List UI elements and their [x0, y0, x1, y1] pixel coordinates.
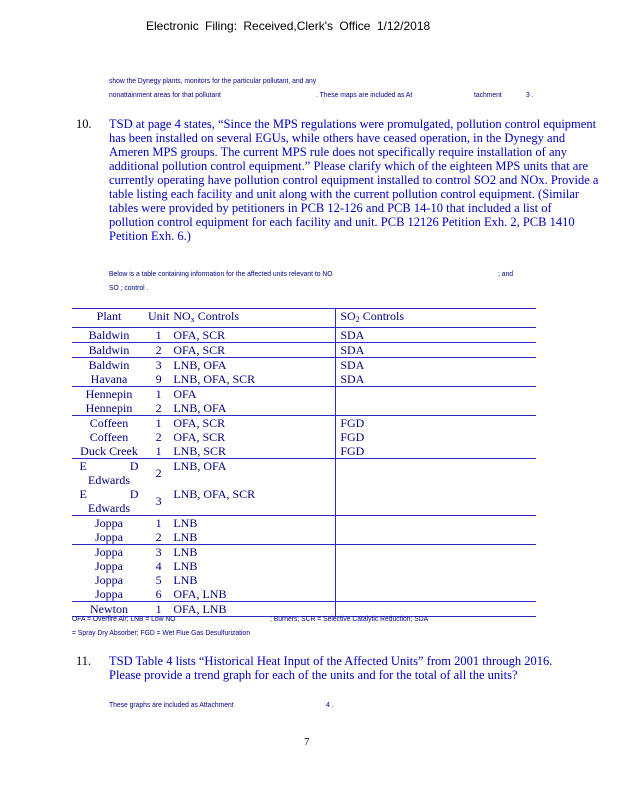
header-plant: Plant — [72, 309, 146, 328]
cell-nox: LNB — [171, 559, 336, 573]
cell-plant: Duck Creek — [72, 444, 146, 459]
cell-so2: SDA — [336, 343, 536, 358]
cell-plant: Newton — [72, 602, 146, 617]
cell-nox: OFA, LNB — [171, 587, 336, 602]
cell-plant: Havana — [72, 372, 146, 387]
table-row — [72, 559, 536, 573]
cell-so2 — [336, 459, 536, 488]
cell-nox: LNB, OFA — [171, 358, 336, 373]
cell-nox: LNB — [171, 530, 336, 545]
cell-plant: Baldwin — [72, 328, 146, 343]
answer-10-line1b: ; and — [498, 269, 514, 278]
cell-nox: LNB, OFA, SCR — [171, 372, 336, 387]
cell-nox: LNB, OFA — [171, 459, 336, 488]
cell-unit: 6 — [146, 587, 171, 602]
top-note-line2d: 3 . — [526, 90, 534, 99]
cell-plant: Baldwin — [88, 358, 130, 372]
cell-plant: Coffeen — [89, 430, 129, 444]
cell-so2 — [336, 487, 536, 516]
cell-unit: 1 — [155, 387, 162, 401]
cell-nox: LNB, OFA, SCR — [171, 487, 336, 516]
table-row — [72, 573, 536, 587]
cell-so2 — [336, 545, 536, 560]
cell-so2: SDA — [340, 358, 365, 372]
cell-plant: Coffeen — [89, 416, 129, 430]
top-note-line2: nonattainment areas for that pollutant — [109, 90, 221, 99]
cell-unit: 4 — [155, 559, 162, 573]
table-row — [72, 587, 536, 602]
table-row — [72, 401, 536, 416]
cell-plant: Joppa — [95, 545, 123, 559]
controls-table-body — [72, 309, 536, 617]
cell-unit: 2 — [155, 466, 162, 480]
cell-unit: 1 — [146, 328, 171, 343]
cell-plant: Baldwin — [72, 343, 146, 358]
header-so2-rest: Controls — [359, 309, 405, 323]
header-nox-sub: x — [190, 315, 195, 324]
cell-so2 — [336, 516, 536, 531]
table-row — [72, 545, 536, 560]
cell-plant: Hennepin — [72, 401, 146, 416]
cell-nox: LNB — [171, 573, 336, 587]
cell-unit: 2 — [155, 430, 162, 444]
question-11-number: 11. — [76, 654, 92, 668]
table-footnote1: OFA = Overfire Air; LNB = Low NO — [72, 614, 176, 623]
cell-so2: FGD — [340, 430, 365, 444]
filing-header: Electronic Filing: Received,Clerk's Office 1/12/2018 — [146, 19, 431, 33]
cell-plant: Hennepin — [85, 387, 133, 401]
page-number: 7 — [304, 736, 310, 748]
cell-unit: 5 — [155, 573, 162, 587]
cell-nox: OFA, LNB — [171, 602, 336, 617]
cell-nox: LNB, SCR — [171, 444, 336, 459]
top-note-line1: show the Dynegy plants, monitors for the particular pollutant, and any — [109, 76, 317, 85]
cell-unit: 1 — [146, 444, 171, 459]
cell-plant: Joppa — [72, 587, 146, 602]
table-header-row — [72, 309, 536, 328]
answer-10-line2: SO ; control . — [109, 283, 149, 292]
controls-table — [72, 308, 536, 617]
top-note-line2c: tachment — [474, 90, 502, 99]
table-row — [72, 372, 536, 387]
cell-plant: Joppa — [72, 530, 146, 545]
cell-nox: OFA, SCR — [171, 343, 336, 358]
cell-so2 — [336, 573, 536, 587]
question-10-text: TSD at page 4 states, “Since the MPS regulations were promulgated, pollution control equipment has been installed on several EGUs, while others have ceased operation, in the Dynegy and Ameren MPS groups. The current MPS rule does not specifically require installation of any additional pollution control equipment.” Please clarify which of the eighteen MPS units that are currently operating have pollution control equipment installed to control SO2 and NOx. Provide a table listing each facility and unit along with the current pollution control equipment. (Similar tables were provided by petitioners in PCB 12-126 and PCB 14-10 that included a list of pollution control equipment for each facility and unit. PCB 12126 Petition Exh. 2, PCB 1410 Petition Exh. 6.) — [109, 117, 599, 243]
header-so2 — [336, 309, 536, 328]
cell-unit: 1 — [146, 602, 171, 617]
header-nox-rest: Controls — [194, 309, 240, 323]
header-so2-label: SO — [340, 309, 356, 323]
cell-so2: FGD — [340, 416, 365, 430]
table-row — [72, 444, 536, 459]
cell-nox: LNB, OFA — [171, 401, 336, 416]
table-row — [72, 328, 536, 343]
cell-so2 — [336, 587, 536, 602]
cell-nox: OFA, SCR — [171, 416, 336, 431]
table-row — [72, 487, 536, 516]
answer-11-text: These graphs are included as Attachment — [109, 700, 234, 709]
cell-so2: FGD — [336, 444, 536, 459]
cell-unit: 2 — [146, 343, 171, 358]
table-row — [72, 387, 536, 402]
cell-unit: 1 — [155, 416, 162, 430]
table-footnote1b: ; Burners; SCR = Selective Catalytic Reduction; SDA — [270, 614, 429, 623]
header-so2-sub: 2 — [355, 315, 360, 324]
table-footnote2: = Spray Dry Absorber; FGD = Wet Flue Gas Desulfurization — [72, 628, 251, 637]
question-10-number: 10. — [76, 117, 92, 131]
table-row — [72, 516, 536, 531]
cell-plant: E D Edwards — [72, 487, 146, 516]
cell-unit: 3 — [155, 358, 162, 372]
answer-11-num: 4 . — [326, 700, 334, 709]
cell-plant: Joppa — [95, 573, 123, 587]
table-row — [72, 358, 536, 373]
cell-plant: E D Edwards — [79, 459, 139, 487]
cell-unit: 9 — [146, 372, 171, 387]
question-11-text: TSD Table 4 lists “Historical Heat Input of the Affected Units” from 2001 through 2016. Please provide a trend graph for each of the units and for the total of all the units? — [109, 654, 553, 682]
cell-plant: Joppa — [95, 516, 123, 530]
cell-so2: SDA — [336, 328, 536, 343]
table-row — [72, 430, 536, 444]
cell-unit: 2 — [146, 530, 171, 545]
table-row — [72, 530, 536, 545]
cell-plant: Joppa — [95, 559, 123, 573]
header-unit: Unit — [146, 309, 171, 328]
cell-so2: SDA — [336, 372, 536, 387]
cell-unit: 1 — [155, 516, 162, 530]
cell-nox: LNB — [171, 516, 336, 531]
answer-10-line1: Below is a table containing information for the affected units relevant to NO — [109, 269, 333, 278]
cell-nox: OFA, SCR — [171, 328, 336, 343]
cell-nox: LNB — [171, 545, 336, 560]
table-row — [72, 459, 536, 488]
cell-so2 — [336, 387, 536, 402]
cell-nox: OFA, SCR — [171, 430, 336, 444]
top-note-line2b: . These maps are included as At — [316, 90, 413, 99]
cell-nox: OFA — [171, 387, 336, 402]
header-nox-label: NO — [173, 309, 191, 323]
table-row — [72, 343, 536, 358]
cell-so2 — [336, 401, 536, 416]
cell-so2 — [336, 559, 536, 573]
cell-unit: 2 — [146, 401, 171, 416]
header-nox — [171, 309, 336, 328]
cell-unit: 3 — [155, 545, 162, 559]
cell-unit: 3 — [146, 487, 171, 516]
table-row — [72, 416, 536, 431]
cell-so2 — [336, 530, 536, 545]
